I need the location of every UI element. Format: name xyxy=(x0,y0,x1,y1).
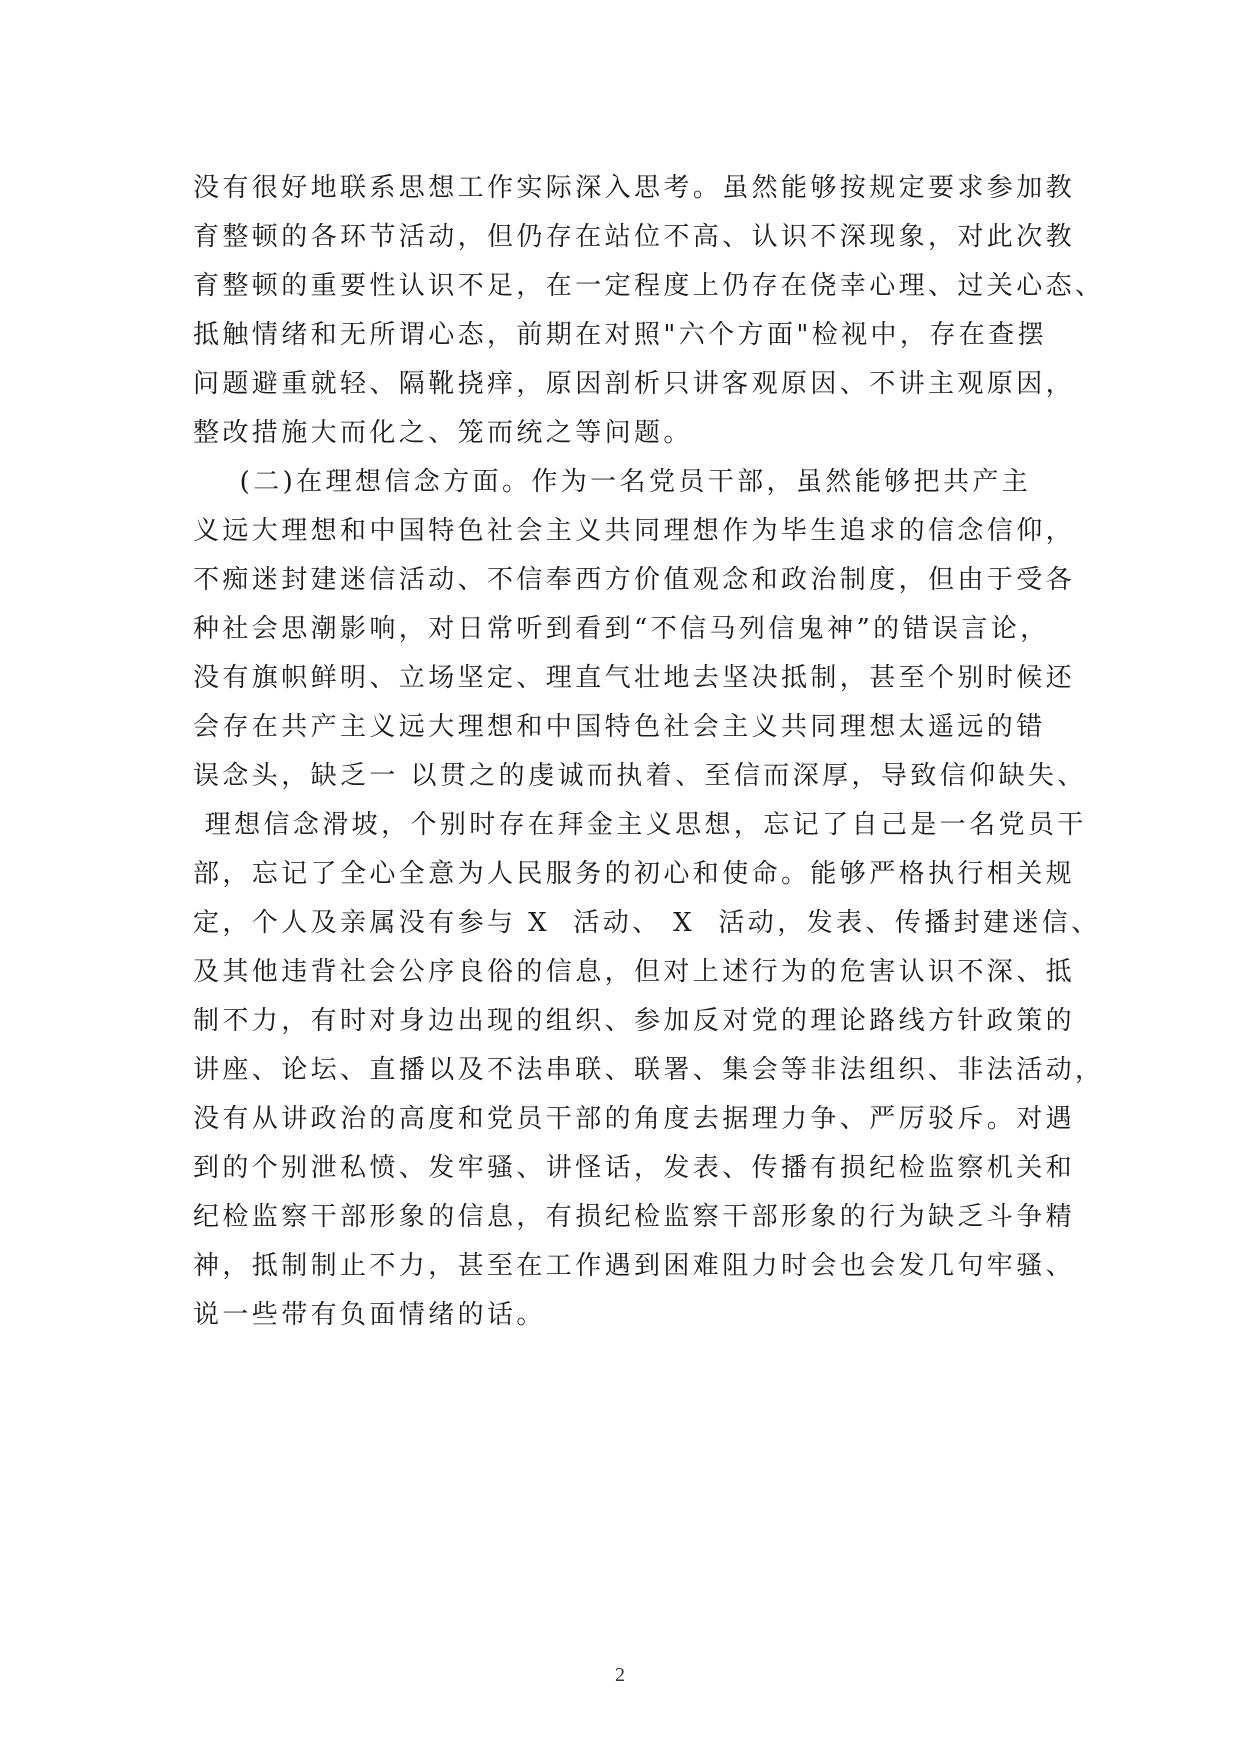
text-line: 讲座、论坛、直播以及不法串联、联署、集会等非法组织、非法活动， xyxy=(193,1055,1105,1085)
page-number: 2 xyxy=(615,1664,625,1686)
text-line: 没有旗帜鲜明、立场坚定、理直气壮地去坚决抵制，甚至个别时候还 xyxy=(193,663,1076,693)
text-line: 理想信念滑坡，个别时存在拜金主义思想，忘记了自己是一名党员干 xyxy=(193,810,1087,840)
text-line: 定，个人及亲属没有参与 X 活动、 X 活动，发表、传播封建迷信、 xyxy=(193,908,1101,938)
text-line: 不痴迷封建迷信活动、不信奉西方价值观念和政治制度，但由于受各 xyxy=(193,565,1076,595)
text-line: 没有很好地联系思想工作实际深入思考。虽然能够按规定要求参加教 xyxy=(193,173,1076,203)
text-line: (二)在理想信念方面。作为一名党员干部，虽然能够把共产主 xyxy=(193,467,1032,497)
text-line: 到的个别泄私愤、发牢骚、讲怪话，发表、传播有损纪检监察机关和 xyxy=(193,1153,1076,1183)
text-line: 误念头，缺乏一 以贯之的虔诚而执着、至信而深厚，导致信仰缺失、 xyxy=(193,761,1087,791)
text-line: 种社会思潮影响，对日常听到看到“不信马列信鬼神”的错误言论， xyxy=(193,614,1050,644)
text-line: 义远大理想和中国特色社会主义共同理想作为毕生追求的信念信仰， xyxy=(193,516,1076,546)
text-line: 制不力，有时对身边出现的组织、参加反对党的理论路线方针政策的 xyxy=(193,1006,1076,1036)
text-line: 抵触情绪和无所谓心态，前期在对照"六个方面"检视中，存在查摆 xyxy=(193,320,1047,350)
text-line: 纪检监察干部形象的信息，有损纪检监察干部形象的行为缺乏斗争精 xyxy=(193,1202,1076,1232)
body-text xyxy=(193,164,1105,1340)
text-line: 育整顿的重要性认识不足，在一定程度上仍存在侥幸心理、过关心态、 xyxy=(193,271,1105,301)
text-line: 整改措施大而化之、笼而统之等问题。 xyxy=(193,418,693,448)
text-line: 问题避重就轻、隔靴挠痒，原因剖析只讲客观原因、不讲主观原因， xyxy=(193,369,1076,399)
text-line: 神，抵制制止不力，甚至在工作遇到困难阻力时会也会发几句牢骚、 xyxy=(193,1251,1076,1281)
text-line: 及其他违背社会公序良俗的信息，但对上述行为的危害认识不深、抵 xyxy=(193,957,1076,987)
text-line: 没有从讲政治的高度和党员干部的角度去据理力争、严厉驳斥。对遇 xyxy=(193,1104,1076,1134)
text-line: 会存在共产主义远大理想和中国特色社会主义共同理想太遥远的错 xyxy=(193,712,1046,742)
text-line: 说一些带有负面情绪的话。 xyxy=(193,1300,546,1330)
text-line: 育整顿的各环节活动，但仍存在站位不高、认识不深现象，对此次教 xyxy=(193,222,1076,252)
text-line: 部，忘记了全心全意为人民服务的初心和使命。能够严格执行相关规 xyxy=(193,859,1076,889)
